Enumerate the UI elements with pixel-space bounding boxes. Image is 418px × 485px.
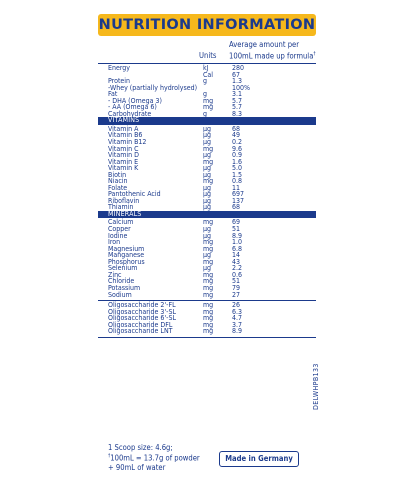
nutrient-value: 0.8 [232, 177, 243, 186]
average-header [229, 41, 316, 61]
nutrient-unit: µg [203, 203, 212, 212]
nutrient-unit: µg [203, 231, 212, 240]
nutrient-unit: mg [203, 314, 214, 323]
nutrient-value: 9.6 [232, 144, 243, 153]
nutrient-name: Oligosaccharide LNT [108, 327, 173, 336]
nutrient-unit: g [203, 109, 207, 118]
nutrient-unit: µg [203, 225, 212, 234]
nutrient-unit: µg [203, 137, 212, 146]
nutrient-value: 27 [232, 290, 241, 299]
nutrient-row [98, 328, 316, 335]
nutrient-name: Magnesium [108, 244, 145, 253]
nutrient-name: Zinc [108, 270, 122, 279]
nutrient-unit: mg [203, 244, 214, 253]
nutrient-value: 2.2 [232, 264, 243, 273]
nutrient-name: Folate [108, 183, 128, 192]
nutrient-name: Phosphorus [108, 257, 145, 266]
nutrient-name: Niacin [108, 177, 128, 186]
nutrient-value: 4.7 [232, 314, 243, 323]
nutrient-row [98, 204, 316, 211]
nutrient-value: 79 [232, 283, 241, 292]
nutrient-unit: mg [203, 218, 214, 227]
nutrient-value: 697 [232, 190, 245, 199]
dagger-mark-footer: † [108, 453, 111, 459]
vitamins-band: VITAMINS [98, 117, 316, 125]
minerals-band: MINERALS [98, 211, 316, 219]
nutrient-row [98, 292, 316, 299]
nutrient-unit: µg [203, 151, 212, 160]
nutrient-unit: mg [203, 144, 214, 153]
nutrient-name: Oligosaccharide 2'-FL [108, 301, 176, 310]
nutrient-name: Vitamin K [108, 164, 139, 173]
nutrient-value: 0.9 [232, 151, 243, 160]
nutrient-value: 6.3 [232, 307, 243, 316]
nutrient-unit: mg [203, 103, 214, 112]
nutrient-unit: g [203, 90, 207, 99]
nutrient-name: Vitamin B6 [108, 131, 143, 140]
serving-line2: †100mL = 13.7g of powder [108, 453, 200, 463]
panel-title: NUTRITION INFORMATION [98, 14, 316, 36]
nutrient-name: - AA (Omega 6) [108, 103, 157, 112]
oligo-rows [98, 302, 316, 335]
nutrient-name: Carbohydrate [108, 109, 152, 118]
nutrient-unit: kJ [203, 64, 209, 72]
nutrient-value: 5.0 [232, 164, 243, 173]
nutrient-name: Chloride [108, 277, 135, 286]
nutrient-name: Fat [108, 90, 118, 99]
nutrient-unit: Cal [203, 70, 214, 79]
nutrient-value: 26 [232, 301, 241, 310]
nutrient-value: 51 [232, 225, 241, 234]
nutrient-name: Potassium [108, 283, 141, 292]
nutrient-name: Energy [108, 64, 131, 72]
basic-rows [98, 65, 316, 117]
footer-divider [98, 337, 316, 338]
vitamin-rows [98, 126, 316, 211]
nutrient-unit: µg [203, 131, 212, 140]
nutrient-value: 68 [232, 203, 241, 212]
nutrient-value: 1.6 [232, 157, 243, 166]
nutrition-panel [98, 14, 316, 338]
nutrient-name: Sodium [108, 290, 132, 299]
nutrient-unit: µg [203, 190, 212, 199]
nutrient-name: Thiamin [108, 203, 134, 212]
nutrient-value: 43 [232, 257, 241, 266]
nutrient-unit: mg [203, 320, 214, 329]
nutrient-name: Oligosaccharide 3'-SL [108, 307, 176, 316]
nutrient-value: 49 [232, 131, 241, 140]
units-header: Units [199, 51, 217, 60]
nutrient-name: Manganese [108, 251, 145, 260]
average-header-line1: Average amount per [229, 40, 300, 49]
nutrient-value: 0.6 [232, 270, 243, 279]
nutrient-value: 68 [232, 124, 241, 133]
mineral-rows [98, 219, 316, 298]
nutrient-unit: µg [203, 183, 212, 192]
nutrient-name: Selenium [108, 264, 138, 273]
nutrient-unit: mg [203, 157, 214, 166]
nutrient-name: Vitamin C [108, 144, 139, 153]
nutrient-name: - DHA (Omega 3) [108, 96, 162, 105]
nutrient-unit: mg [203, 238, 214, 247]
column-header [98, 40, 316, 63]
nutrient-name: Oligosaccharide DFL [108, 320, 173, 329]
nutrient-unit: mg [203, 277, 214, 286]
nutrient-value: 1.0 [232, 238, 243, 247]
nutrient-unit: µg [203, 170, 212, 179]
nutrient-name: Pantothenic Acid [108, 190, 161, 199]
nutrient-unit: mg [203, 283, 214, 292]
nutrient-name: Vitamin E [108, 157, 139, 166]
nutrient-unit: mg [203, 270, 214, 279]
nutrient-value: 280 [232, 64, 245, 72]
nutrient-name: -Whey (partially hydrolysed) [108, 83, 198, 92]
nutrient-value: 8.3 [232, 109, 243, 118]
nutrient-unit: µg [203, 124, 212, 133]
made-in-badge: Made in Germany [219, 451, 299, 467]
nutrient-row [98, 111, 316, 118]
nutrient-unit: g [203, 77, 207, 86]
nutrient-value: 1.5 [232, 170, 243, 179]
nutrient-name: Biotin [108, 170, 127, 179]
nutrient-value: 11 [232, 183, 241, 192]
nutrient-unit: µg [203, 164, 212, 173]
nutrient-unit: mg [203, 327, 214, 336]
nutrient-name: Protein [108, 77, 131, 86]
nutrient-name: Copper [108, 225, 131, 234]
nutrient-value: 5.7 [232, 96, 243, 105]
nutrient-value: 100% [232, 83, 251, 92]
dagger-mark: † [313, 50, 316, 57]
nutrient-unit: µg [203, 251, 212, 260]
nutrient-name: Iodine [108, 231, 128, 240]
nutrient-unit: µg [203, 264, 212, 273]
nutrient-name: Oligosaccharide 6'-SL [108, 314, 176, 323]
serving-line3: + 90mL of water [108, 462, 166, 472]
nutrient-unit: mg [203, 290, 214, 299]
nutrient-value: 3.7 [232, 320, 243, 329]
nutrient-name: Riboflavin [108, 196, 140, 205]
nutrient-unit: mg [203, 307, 214, 316]
nutrient-value: 137 [232, 196, 245, 205]
nutrient-value: 14 [232, 251, 241, 260]
nutrient-name: Iron [108, 238, 121, 247]
nutrient-value: 5.7 [232, 103, 243, 112]
nutrient-value: 8.9 [232, 327, 243, 336]
nutrient-value: 67 [232, 70, 241, 79]
nutrient-name: Vitamin A [108, 124, 139, 133]
nutrient-unit: mg [203, 257, 214, 266]
nutrient-value: 6.8 [232, 244, 243, 253]
nutrient-value: 51 [232, 277, 241, 286]
nutrient-value: 0.2 [232, 137, 243, 146]
product-code: DELWHPB133 [312, 363, 320, 410]
nutrient-value: 1.3 [232, 77, 243, 86]
serving-note [108, 443, 200, 472]
nutrient-name: Calcium [108, 218, 134, 227]
nutrient-name: Vitamin D [108, 151, 139, 160]
nutrient-value: 3.1 [232, 90, 243, 99]
average-header-line2: 100mL made up formula† [229, 50, 316, 61]
scoop-size: 1 Scoop size: 4.6g; [108, 443, 173, 452]
nutrient-unit: mg [203, 301, 214, 310]
nutrient-value: 69 [232, 218, 241, 227]
nutrient-unit: µg [203, 196, 212, 205]
nutrient-unit: mg [203, 177, 214, 186]
nutrient-unit: mg [203, 96, 214, 105]
nutrient-name: Vitamin B12 [108, 137, 147, 146]
nutrient-value: 8.9 [232, 231, 243, 240]
